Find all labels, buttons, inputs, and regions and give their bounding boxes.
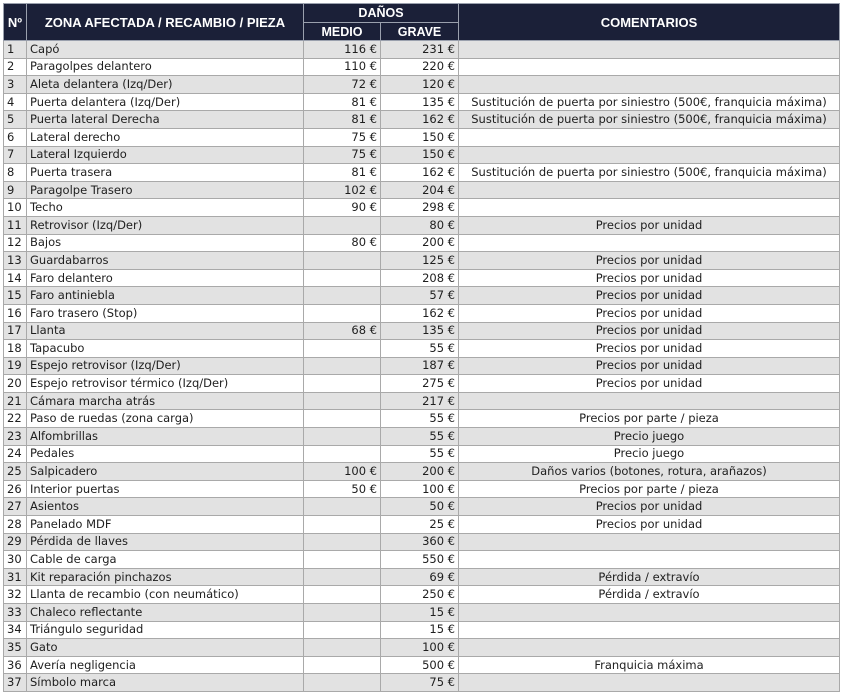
row-comment (459, 76, 840, 94)
table-row (4, 357, 840, 375)
row-comment: Precios por unidad (459, 252, 840, 270)
row-comment: Precios por unidad (459, 498, 840, 516)
row-medio-price: 102 € (304, 181, 381, 199)
row-comment: Precios por parte / pieza (459, 410, 840, 428)
row-zone: Puerta lateral Derecha (27, 111, 304, 129)
row-number: 16 (4, 304, 27, 322)
table-row (4, 181, 840, 199)
row-zone: Lateral derecho (27, 128, 304, 146)
table-row (4, 216, 840, 234)
row-zone: Puerta delantera (Izq/Der) (27, 93, 304, 111)
row-medio-price: 50 € (304, 480, 381, 498)
header-danos: DAÑOS (304, 4, 459, 23)
row-comment (459, 199, 840, 217)
row-grave-price: 250 € (381, 586, 459, 604)
row-zone: Salpicadero (27, 463, 304, 481)
table-row (4, 428, 840, 446)
row-comment: Daños varios (botones, rotura, arañazos) (459, 463, 840, 481)
row-grave-price: 150 € (381, 128, 459, 146)
row-grave-price: 69 € (381, 568, 459, 586)
row-zone: Pedales (27, 445, 304, 463)
row-medio-price: 75 € (304, 128, 381, 146)
row-comment: Precios por parte / pieza (459, 480, 840, 498)
table-row (4, 656, 840, 674)
table-row (4, 392, 840, 410)
row-grave-price: 550 € (381, 551, 459, 569)
table-body (4, 41, 840, 692)
row-medio-price (304, 340, 381, 358)
row-number: 20 (4, 375, 27, 393)
row-medio-price: 75 € (304, 146, 381, 164)
row-grave-price: 208 € (381, 269, 459, 287)
table-row (4, 164, 840, 182)
row-grave-price: 217 € (381, 392, 459, 410)
row-medio-price (304, 375, 381, 393)
row-comment (459, 674, 840, 692)
row-number: 31 (4, 568, 27, 586)
table-row (4, 128, 840, 146)
table-row (4, 498, 840, 516)
table-row (4, 146, 840, 164)
row-number: 13 (4, 252, 27, 270)
row-grave-price: 162 € (381, 111, 459, 129)
row-comment (459, 533, 840, 551)
row-zone: Aleta delantera (Izq/Der) (27, 76, 304, 94)
row-grave-price: 360 € (381, 533, 459, 551)
row-zone: Llanta (27, 322, 304, 340)
row-zone: Retrovisor (Izq/Der) (27, 216, 304, 234)
row-zone: Paragolpe Trasero (27, 181, 304, 199)
row-grave-price: 75 € (381, 674, 459, 692)
header-medio: MEDIO (304, 23, 381, 41)
row-comment: Precios por unidad (459, 375, 840, 393)
row-comment: Precios por unidad (459, 322, 840, 340)
row-zone: Capó (27, 41, 304, 59)
row-number: 29 (4, 533, 27, 551)
row-zone: Faro antiniebla (27, 287, 304, 305)
row-comment: Precio juego (459, 445, 840, 463)
table-row (4, 111, 840, 129)
row-grave-price: 50 € (381, 498, 459, 516)
row-zone: Espejo retrovisor (Izq/Der) (27, 357, 304, 375)
row-number: 35 (4, 639, 27, 657)
row-zone: Símbolo marca (27, 674, 304, 692)
row-grave-price: 55 € (381, 428, 459, 446)
row-number: 3 (4, 76, 27, 94)
table-row (4, 516, 840, 534)
row-grave-price: 100 € (381, 480, 459, 498)
row-grave-price: 135 € (381, 322, 459, 340)
row-comment (459, 41, 840, 59)
row-comment: Precios por unidad (459, 340, 840, 358)
row-number: 1 (4, 41, 27, 59)
table-row (4, 586, 840, 604)
row-grave-price: 500 € (381, 656, 459, 674)
row-number: 6 (4, 128, 27, 146)
row-comment (459, 58, 840, 76)
row-grave-price: 200 € (381, 234, 459, 252)
table-row (4, 463, 840, 481)
row-medio-price (304, 357, 381, 375)
row-comment: Sustitución de puerta por siniestro (500€, franquicia máxima) (459, 111, 840, 129)
row-number: 17 (4, 322, 27, 340)
row-zone: Paragolpes delantero (27, 58, 304, 76)
row-comment: Franquicia máxima (459, 656, 840, 674)
row-zone: Chaleco reflectante (27, 604, 304, 622)
row-comment: Precios por unidad (459, 304, 840, 322)
row-medio-price: 81 € (304, 93, 381, 111)
row-zone: Triángulo seguridad (27, 621, 304, 639)
table-row (4, 621, 840, 639)
row-number: 10 (4, 199, 27, 217)
row-comment (459, 551, 840, 569)
row-medio-price: 110 € (304, 58, 381, 76)
table-row (4, 199, 840, 217)
row-number: 21 (4, 392, 27, 410)
row-zone: Techo (27, 199, 304, 217)
row-number: 30 (4, 551, 27, 569)
row-medio-price (304, 304, 381, 322)
table-row (4, 480, 840, 498)
row-zone: Interior puertas (27, 480, 304, 498)
row-number: 22 (4, 410, 27, 428)
row-medio-price (304, 428, 381, 446)
row-grave-price: 298 € (381, 199, 459, 217)
row-zone: Bajos (27, 234, 304, 252)
table-row (4, 304, 840, 322)
row-grave-price: 55 € (381, 410, 459, 428)
row-number: 19 (4, 357, 27, 375)
row-comment (459, 621, 840, 639)
row-medio-price (304, 656, 381, 674)
row-grave-price: 25 € (381, 516, 459, 534)
row-grave-price: 162 € (381, 304, 459, 322)
row-grave-price: 80 € (381, 216, 459, 234)
row-grave-price: 55 € (381, 340, 459, 358)
row-number: 37 (4, 674, 27, 692)
row-comment (459, 392, 840, 410)
row-number: 36 (4, 656, 27, 674)
row-medio-price: 72 € (304, 76, 381, 94)
table-row (4, 551, 840, 569)
row-medio-price (304, 586, 381, 604)
row-number: 5 (4, 111, 27, 129)
row-zone: Alfombrillas (27, 428, 304, 446)
row-medio-price: 116 € (304, 41, 381, 59)
table-row (4, 568, 840, 586)
row-comment: Precios por unidad (459, 269, 840, 287)
row-medio-price (304, 445, 381, 463)
row-zone: Asientos (27, 498, 304, 516)
table-row (4, 322, 840, 340)
row-zone: Guardabarros (27, 252, 304, 270)
row-medio-price: 90 € (304, 199, 381, 217)
header-comentarios: COMENTARIOS (459, 4, 840, 41)
row-zone: Paso de ruedas (zona carga) (27, 410, 304, 428)
table-row (4, 287, 840, 305)
row-medio-price (304, 639, 381, 657)
damage-price-table (3, 3, 840, 692)
row-zone: Llanta de recambio (con neumático) (27, 586, 304, 604)
row-comment (459, 604, 840, 622)
row-number: 15 (4, 287, 27, 305)
row-grave-price: 162 € (381, 164, 459, 182)
row-zone: Lateral Izquierdo (27, 146, 304, 164)
table-header (4, 4, 840, 41)
row-grave-price: 204 € (381, 181, 459, 199)
row-grave-price: 15 € (381, 604, 459, 622)
row-number: 33 (4, 604, 27, 622)
table-row (4, 93, 840, 111)
table-row (4, 410, 840, 428)
row-number: 4 (4, 93, 27, 111)
row-medio-price (304, 674, 381, 692)
row-number: 8 (4, 164, 27, 182)
table-row (4, 604, 840, 622)
row-medio-price (304, 410, 381, 428)
row-number: 27 (4, 498, 27, 516)
row-comment: Precios por unidad (459, 357, 840, 375)
row-number: 28 (4, 516, 27, 534)
table-row (4, 234, 840, 252)
row-medio-price (304, 269, 381, 287)
table-row (4, 340, 840, 358)
row-medio-price: 68 € (304, 322, 381, 340)
row-zone: Tapacubo (27, 340, 304, 358)
row-number: 9 (4, 181, 27, 199)
row-zone: Espejo retrovisor térmico (Izq/Der) (27, 375, 304, 393)
row-grave-price: 150 € (381, 146, 459, 164)
row-zone: Faro delantero (27, 269, 304, 287)
row-grave-price: 57 € (381, 287, 459, 305)
row-number: 26 (4, 480, 27, 498)
row-number: 12 (4, 234, 27, 252)
row-number: 32 (4, 586, 27, 604)
row-comment (459, 128, 840, 146)
row-medio-price (304, 621, 381, 639)
row-medio-price (304, 392, 381, 410)
row-grave-price: 100 € (381, 639, 459, 657)
table-row (4, 41, 840, 59)
table-row (4, 674, 840, 692)
row-zone: Kit reparación pinchazos (27, 568, 304, 586)
row-medio-price: 100 € (304, 463, 381, 481)
table-row (4, 639, 840, 657)
row-grave-price: 275 € (381, 375, 459, 393)
table-row (4, 375, 840, 393)
row-medio-price (304, 551, 381, 569)
row-zone: Cable de carga (27, 551, 304, 569)
row-medio-price (304, 533, 381, 551)
row-number: 14 (4, 269, 27, 287)
row-grave-price: 120 € (381, 76, 459, 94)
table-row (4, 533, 840, 551)
row-comment: Sustitución de puerta por siniestro (500€, franquicia máxima) (459, 93, 840, 111)
header-grave: GRAVE (381, 23, 459, 41)
row-number: 23 (4, 428, 27, 446)
row-comment (459, 639, 840, 657)
row-comment: Precios por unidad (459, 216, 840, 234)
row-grave-price: 220 € (381, 58, 459, 76)
row-medio-price (304, 604, 381, 622)
row-medio-price (304, 287, 381, 305)
table-row (4, 445, 840, 463)
table-row (4, 269, 840, 287)
row-grave-price: 187 € (381, 357, 459, 375)
row-comment: Precio juego (459, 428, 840, 446)
header-num: Nº (4, 4, 27, 41)
row-comment: Precios por unidad (459, 287, 840, 305)
row-medio-price (304, 216, 381, 234)
table-row (4, 58, 840, 76)
row-medio-price: 80 € (304, 234, 381, 252)
row-number: 25 (4, 463, 27, 481)
row-zone: Pérdida de llaves (27, 533, 304, 551)
row-grave-price: 200 € (381, 463, 459, 481)
row-number: 18 (4, 340, 27, 358)
row-comment: Pérdida / extravío (459, 586, 840, 604)
row-comment: Pérdida / extravío (459, 568, 840, 586)
row-medio-price (304, 568, 381, 586)
table-row (4, 252, 840, 270)
row-comment (459, 146, 840, 164)
row-medio-price (304, 516, 381, 534)
row-comment (459, 181, 840, 199)
row-zone: Gato (27, 639, 304, 657)
row-grave-price: 231 € (381, 41, 459, 59)
row-number: 7 (4, 146, 27, 164)
row-grave-price: 15 € (381, 621, 459, 639)
row-number: 11 (4, 216, 27, 234)
row-medio-price (304, 498, 381, 516)
row-number: 24 (4, 445, 27, 463)
row-grave-price: 125 € (381, 252, 459, 270)
row-zone: Faro trasero (Stop) (27, 304, 304, 322)
row-number: 2 (4, 58, 27, 76)
row-comment: Precios por unidad (459, 516, 840, 534)
row-medio-price (304, 252, 381, 270)
row-grave-price: 55 € (381, 445, 459, 463)
row-grave-price: 135 € (381, 93, 459, 111)
row-number: 34 (4, 621, 27, 639)
table-row (4, 76, 840, 94)
row-zone: Puerta trasera (27, 164, 304, 182)
row-zone: Avería negligencia (27, 656, 304, 674)
row-medio-price: 81 € (304, 111, 381, 129)
header-zone: ZONA AFECTADA / RECAMBIO / PIEZA (27, 4, 304, 41)
row-comment: Sustitución de puerta por siniestro (500€, franquicia máxima) (459, 164, 840, 182)
row-zone: Cámara marcha atrás (27, 392, 304, 410)
row-medio-price: 81 € (304, 164, 381, 182)
row-comment (459, 234, 840, 252)
row-zone: Panelado MDF (27, 516, 304, 534)
